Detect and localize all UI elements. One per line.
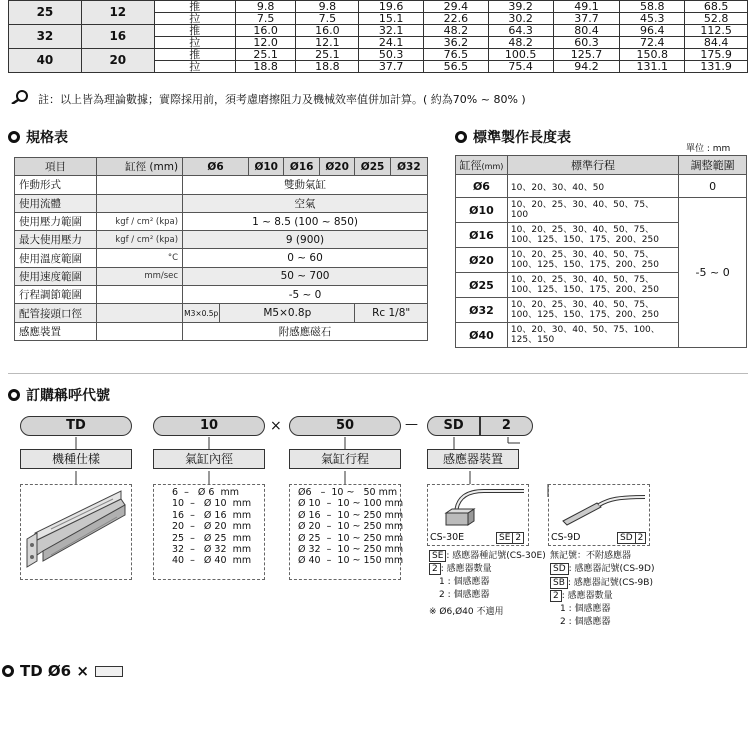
std-row: Ø16 10、20、25、30、40、50、75、 100、125、150、175、200、250 xyxy=(456,223,747,248)
code-dash: — xyxy=(405,417,418,432)
force-value: 60.3 xyxy=(553,37,620,49)
sensor-cs9d-box xyxy=(548,484,650,546)
force-value: 22.6 xyxy=(424,13,489,25)
force-rod: 20 xyxy=(81,49,154,73)
spec-row: 使用流體 空氣 xyxy=(15,194,428,212)
code-times: × xyxy=(270,418,282,434)
force-value: 84.4 xyxy=(685,37,748,49)
label-bore: 氣缸內徑 xyxy=(153,449,265,469)
se-tag: SE xyxy=(429,550,446,562)
force-value: 9.8 xyxy=(296,1,359,13)
bore-list: 6 – Ø 6 mm 10 – Ø 10 mm 16 – Ø 16 mm 20 – Ø 20 mm 25 – Ø 25 mm 32 – Ø 32 mm 40 – Ø 40 mm xyxy=(153,484,265,580)
force-direction: 推 xyxy=(154,49,235,61)
force-value: 30.2 xyxy=(488,13,553,25)
std-row: Ø40 10、20、30、40、50、75、100、 125、150 xyxy=(456,323,747,348)
code-sensor: SD 2 xyxy=(427,416,533,436)
force-value: 37.7 xyxy=(553,13,620,25)
sd-tag: SD xyxy=(550,563,569,575)
force-rod: 12 xyxy=(81,1,154,25)
force-value: 49.1 xyxy=(553,1,620,13)
std-row: Ø25 10、20、25、30、40、50、75、 100、125、150、175、200、250 xyxy=(456,273,747,298)
spec-row: 使用壓力範圍 kgf / cm² (kpa) 1 ~ 8.5 (100 ~ 850) xyxy=(15,212,428,230)
force-value: 16.0 xyxy=(296,25,359,37)
spec-header-size: Ø6 xyxy=(183,158,249,176)
force-value: 45.3 xyxy=(620,13,685,25)
num-tag: 2 xyxy=(550,590,562,602)
label-model: 機種仕樣 xyxy=(20,449,132,469)
force-value: 52.8 xyxy=(685,13,748,25)
force-direction: 推 xyxy=(154,25,235,37)
force-bore: 32 xyxy=(9,25,82,49)
force-value: 12.0 xyxy=(235,37,296,49)
spec-row: 感應裝置 附感應磁石 xyxy=(15,322,428,340)
code-bore: 10 xyxy=(153,416,265,436)
spec-header-item: 項目 xyxy=(15,158,97,176)
code-model: TD xyxy=(20,416,132,436)
force-value: 37.7 xyxy=(359,61,424,73)
force-direction: 推 xyxy=(154,1,235,13)
force-value: 25.1 xyxy=(296,49,359,61)
force-value: 19.6 xyxy=(359,1,424,13)
force-value: 131.1 xyxy=(620,61,685,73)
force-value: 29.4 xyxy=(424,1,489,13)
force-value: 68.5 xyxy=(685,1,748,13)
force-value: 48.2 xyxy=(424,25,489,37)
std-header-bore: 缸徑(mm) xyxy=(456,156,508,175)
spec-row: 使用溫度範圍 °C 0 ~ 60 xyxy=(15,249,428,267)
force-value: 75.4 xyxy=(488,61,553,73)
spec-header-size: Ø16 xyxy=(284,158,319,176)
force-value: 7.5 xyxy=(235,13,296,25)
force-value: 9.8 xyxy=(235,1,296,13)
force-value: 24.1 xyxy=(359,37,424,49)
force-direction: 拉 xyxy=(154,37,235,49)
order-title: 訂購稱呼代號 xyxy=(8,385,110,405)
force-value: 58.8 xyxy=(620,1,685,13)
force-value: 131.9 xyxy=(685,61,748,73)
sb-tag: SB xyxy=(550,577,568,589)
force-value: 150.8 xyxy=(620,49,685,61)
force-value: 64.3 xyxy=(488,25,553,37)
force-value: 100.5 xyxy=(488,49,553,61)
force-value: 15.1 xyxy=(359,13,424,25)
force-bore: 40 xyxy=(9,49,82,73)
force-value: 112.5 xyxy=(685,25,748,37)
force-bore: 25 xyxy=(9,1,82,25)
sensor-cs30e-code: SE 2 xyxy=(496,532,524,544)
force-value: 16.0 xyxy=(235,25,296,37)
force-value: 12.1 xyxy=(296,37,359,49)
label-sensor: 感應器裝置 xyxy=(427,449,519,469)
sensor-cs9d-code: SD 2 xyxy=(617,532,646,544)
sensor-cs30e-box xyxy=(427,484,529,546)
spec-row: 使用速度範圍 mm/sec 50 ~ 700 xyxy=(15,267,428,285)
spec-header-size: Ø20 xyxy=(319,158,354,176)
num-tag: 2 xyxy=(429,563,441,575)
force-value: 80.4 xyxy=(553,25,620,37)
spec-row: 作動形式 雙動氣缸 xyxy=(15,176,428,194)
sensor-cs30e-image xyxy=(428,485,528,529)
force-value: 94.2 xyxy=(553,61,620,73)
sensor-cs9d-name: CS-9D xyxy=(551,532,581,543)
force-rod: 16 xyxy=(81,25,154,49)
force-value: 18.8 xyxy=(296,61,359,73)
std-header-stroke: 標準行程 xyxy=(507,156,678,175)
std-row: Ø20 10、20、25、30、40、50、75、 100、125、150、175、200、250 xyxy=(456,248,747,273)
spec-title: 規格表 xyxy=(8,127,68,147)
sensor-cs9d-image xyxy=(549,485,649,529)
std-unit: 單位 : mm xyxy=(686,144,731,154)
bullet-icon xyxy=(2,665,14,677)
std-row: Ø32 10、20、25、30、40、50、75、 100、125、150、175、200、250 xyxy=(456,298,747,323)
spec-header-size: Ø10 xyxy=(248,158,283,176)
label-stroke: 氣缸行程 xyxy=(289,449,401,469)
sensor-notes-right: 無記號：不附感應器 SD : 感應器記號(CS-9D) SB : 感應器記號(CS-9B) 2 : 感應器數量 1 : 個感應器 2 : 個感應器 xyxy=(550,551,655,628)
force-value: 18.8 xyxy=(235,61,296,73)
std-row: Ø6 10、20、30、40、50 0 xyxy=(456,175,747,198)
force-value: 48.2 xyxy=(488,37,553,49)
force-value: 39.2 xyxy=(488,1,553,13)
force-value: 25.1 xyxy=(235,49,296,61)
spec-row: 配管接頭口徑 M3×0.5p M5×0.8p Rc 1/8" xyxy=(15,304,428,322)
force-direction: 拉 xyxy=(154,13,235,25)
cylinder-image xyxy=(21,485,131,579)
stroke-list: Ø6 – 10 ~ 50 mm Ø 10 – 10 ~ 100 mm Ø 16 – 10 ~ 250 mm Ø 20 – 10 ~ 250 mm Ø 25 – 10 ~ 250 mm Ø 32 – 10 ~ 250 mm Ø 40 – 10 ~ 150 mm xyxy=(289,484,401,580)
force-value: 125.7 xyxy=(553,49,620,61)
sensor-notes-left: SE : 感應器種記號(CS-30E) 2 : 感應器數量 1 : 個感應器 2 : 個感應器 ※ Ø6,Ø40 不適用 xyxy=(429,551,546,617)
spec-row: 最大使用壓力 kgf / cm² (kpa) 9 (900) xyxy=(15,231,428,249)
blank-box xyxy=(95,666,123,677)
std-row: Ø10 10、20、25、30、40、50、75、 100 -5 ~ 0 xyxy=(456,198,747,223)
force-value: 36.2 xyxy=(424,37,489,49)
force-value: 175.9 xyxy=(685,49,748,61)
spec-row: 行程調節範圍 -5 ~ 0 xyxy=(15,286,428,304)
force-direction: 拉 xyxy=(154,61,235,73)
spec-header-bore: 缸徑 (mm) xyxy=(97,158,183,176)
code-stroke: 50 xyxy=(289,416,401,436)
force-note-text: 註：以上皆為理論數據；實際採用前，須考慮磨擦阻力及機械效率值併加計算。( 約為70% ~ 80% ) xyxy=(38,92,526,106)
force-value: 7.5 xyxy=(296,13,359,25)
spec-header-size: Ø25 xyxy=(355,158,390,176)
std-header-adjust: 調整範圍 xyxy=(679,156,747,175)
spec-header-size: Ø32 xyxy=(390,158,427,176)
force-value: 32.1 xyxy=(359,25,424,37)
cylinder-picture-box xyxy=(20,484,132,580)
force-value: 72.4 xyxy=(620,37,685,49)
force-value: 56.5 xyxy=(424,61,489,73)
force-value: 76.5 xyxy=(424,49,489,61)
std-title: 標準製作長度表 xyxy=(455,127,571,147)
force-value: 50.3 xyxy=(359,49,424,61)
sensor-cs30e-name: CS-30E xyxy=(430,532,465,543)
force-value: 96.4 xyxy=(620,25,685,37)
footer-title: TD Ø6 × xyxy=(2,662,123,680)
